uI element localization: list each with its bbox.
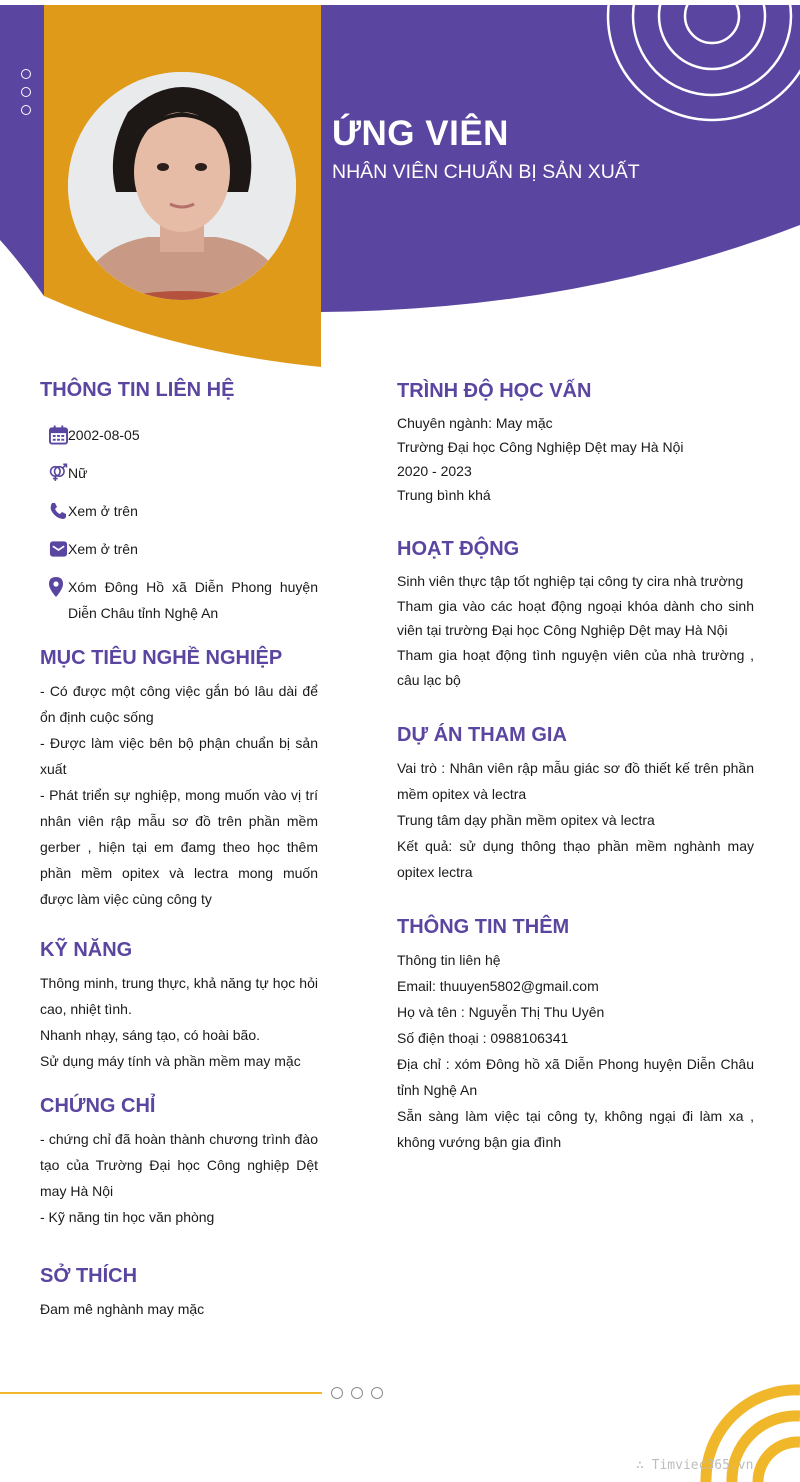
logo-dots-icon: ∴ <box>636 1458 652 1473</box>
candidate-name: ỨNG VIÊN <box>332 114 509 153</box>
section-title: MỤC TIÊU NGHỀ NGHIỆP <box>40 647 283 669</box>
contact-gender <box>40 460 318 486</box>
certificates-list <box>40 1126 318 1230</box>
hobbies-list <box>40 1296 318 1322</box>
dot-icon <box>21 87 31 97</box>
hobby-item: Đam mê nghành may mặc <box>40 1301 205 1317</box>
certificate-item: - Kỹ năng tin học văn phòng <box>40 1209 215 1225</box>
candidate-position: NHÂN VIÊN CHUẨN BỊ SẢN XUẤT <box>332 161 640 183</box>
section-title: SỞ THÍCH <box>40 1265 138 1287</box>
activity-item: Tham gia hoạt động tình nguyện viên của nhà trường , câu lạc bộ <box>397 647 754 688</box>
email-icon <box>40 536 68 562</box>
phone-icon <box>40 498 68 524</box>
extra-info-address: Địa chỉ : xóm Đông hồ xã Diễn Phong huyện Diễn Châu tỉnh Nghệ An <box>397 1055 754 1098</box>
certificates-section <box>40 1092 318 1230</box>
skill-item: Nhanh nhạy, sáng tạo, có hoài bão. <box>40 1027 261 1043</box>
calendar-icon <box>40 422 68 448</box>
gender-text: Nữ <box>68 465 88 481</box>
watermark-text: Timviec365.vn <box>651 1458 754 1473</box>
dot-icon <box>21 105 31 115</box>
left-purple-shape <box>0 5 44 296</box>
activity-item: Tham gia vào các hoạt động ngoại khóa dành cho sinh viên tại trường Đại học Công Nghiệp Dệt may Hà Nội <box>397 597 754 639</box>
dot-icon <box>371 1387 383 1399</box>
birthdate-text: 2002-08-05 <box>68 427 140 443</box>
project-item: Trung tâm dạy phần mềm opitex và lectra <box>397 811 655 828</box>
extra-info-section <box>397 913 754 1155</box>
contact-section <box>40 376 318 626</box>
skill-item: Sử dụng máy tính và phần mềm may mặc <box>40 1053 301 1069</box>
section-title: HOẠT ĐỘNG <box>397 538 520 560</box>
address-text: Xóm Đông Hồ xã Diễn Phong huyện Diễn Châu tỉnh Nghệ An <box>68 579 318 621</box>
project-item: Kết quả: sử dụng thông thạo phần mềm nghành may opitex lectra <box>397 837 754 880</box>
extra-info-list <box>397 947 754 1155</box>
email-text: Xem ở trên <box>68 541 138 557</box>
dot-icon <box>351 1387 363 1399</box>
extra-info-item: Sẵn sàng làm việc tại công ty, không ngại đi làm xa , không vướng bận gia đình <box>397 1107 754 1150</box>
dot-icon <box>331 1387 343 1399</box>
objective-item: - Có được một công việc gắn bó lâu dài để ổn định cuộc sống <box>40 683 318 725</box>
education-item: 2020 - 2023 <box>397 463 472 479</box>
education-item: Chuyên ngành: May mặc <box>397 415 553 431</box>
project-item: Vai trò : Nhân viên rập mẫu giác sơ đồ thiết kế trên phần mềm opitex và lectra <box>397 759 754 802</box>
footer-dots <box>331 1387 391 1399</box>
certificate-item: - chứng chỉ đã hoàn thành chương trình đào tạo của Trường Đại học Công nghiệp Dệt may Hà Nội <box>40 1131 318 1199</box>
activities-list <box>397 569 754 693</box>
skills-section <box>40 936 318 1074</box>
phone-text: Xem ở trên <box>68 503 138 519</box>
education-section <box>397 377 754 507</box>
section-title: KỸ NĂNG <box>40 939 133 961</box>
education-item: Trường Đại học Công Nghiệp Dệt may Hà Nội <box>397 439 684 455</box>
location-pin-icon <box>40 574 68 600</box>
footer-divider <box>0 1392 322 1394</box>
extra-info-email: Email: thuuyen5802@gmail.com <box>397 977 599 994</box>
education-item: Trung bình khá <box>397 487 491 503</box>
objective-item: - Phát triển sự nghiệp, mong muốn vào vị trí nhân viên rập mẫu sơ đồ trên phần mềm gerber , hiện tại em đamg theo học thêm phần mềm opitex và lectra mong muốn được làm việc cùng công ty <box>40 787 318 907</box>
portrait-illustration <box>68 72 296 300</box>
decorative-dots <box>21 69 31 123</box>
watermark <box>636 1458 753 1473</box>
extra-info-fullname: Họ và tên : Nguyễn Thị Thu Uyên <box>397 1003 605 1020</box>
section-title: DỰ ÁN THAM GIA <box>397 723 567 746</box>
hobbies-section <box>40 1262 318 1322</box>
extra-info-item: Thông tin liên hệ <box>397 951 501 968</box>
section-title: TRÌNH ĐỘ HỌC VẤN <box>397 380 592 402</box>
avatar <box>68 72 296 300</box>
gender-icon <box>40 460 68 486</box>
dot-icon <box>21 69 31 79</box>
section-title: CHỨNG CHỈ <box>40 1095 156 1117</box>
purple-header-block <box>321 5 800 312</box>
education-list <box>397 411 754 507</box>
objective-item: - Được làm việc bên bộ phận chuẩn bị sản xuất <box>40 735 318 777</box>
projects-section <box>397 721 754 885</box>
objective-section <box>40 644 318 912</box>
section-title: THÔNG TIN THÊM <box>397 915 570 938</box>
contact-address <box>40 574 318 626</box>
right-column <box>397 377 754 1179</box>
activities-section <box>397 535 754 693</box>
objective-list <box>40 678 318 912</box>
skills-list <box>40 970 318 1074</box>
projects-list <box>397 755 754 885</box>
extra-info-phone: Số điện thoại : 0988106341 <box>397 1029 569 1046</box>
activity-item: Sinh viên thực tập tốt nghiệp tại công ty cira nhà trường <box>397 573 744 589</box>
contact-email <box>40 536 318 562</box>
section-title: THÔNG TIN LIÊN HỆ <box>40 379 235 401</box>
contact-phone <box>40 498 318 524</box>
skill-item: Thông minh, trung thực, khả năng tự học hỏi cao, nhiệt tình. <box>40 975 318 1017</box>
contact-birthdate <box>40 422 318 448</box>
left-column <box>40 376 318 1346</box>
